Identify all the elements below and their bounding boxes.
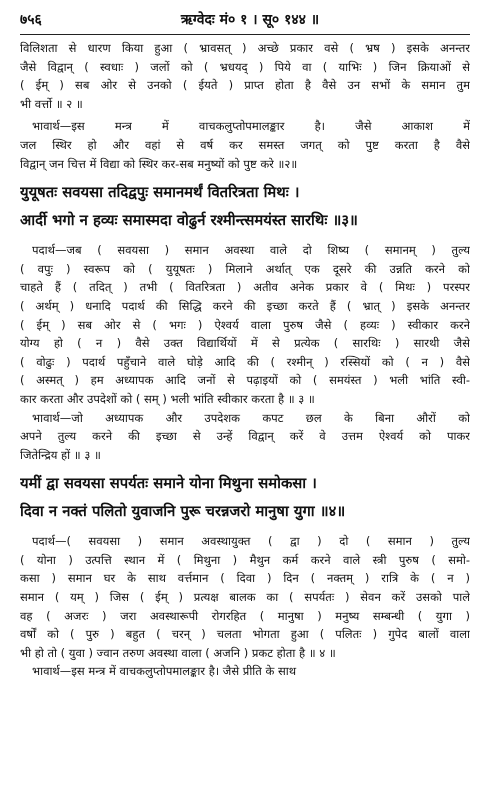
bhavartha-4 (20, 662, 470, 681)
text-line: ( वोढुः ) पदार्थ पहुँचाने वाले घोड़े आदि की ( रश्मीन् ) रस्सियों को ( न ) वैसे (20, 354, 470, 369)
text-line: वर्षों को ( पुरु ) बहुत ( चरन् ) चलता भोगता हुआ ( पलितः ) गुपेद बालों वाला (20, 627, 470, 642)
text-line: ( ईम् ) सब ओर से उनको ( ईयते ) प्राप्त होता है वैसे उन सभों के समान तुम (20, 78, 470, 93)
mantra-4 (20, 470, 470, 526)
padartha-3 (20, 241, 470, 408)
text-line: विद्वान् जन चित्त में विद्या को स्थिर कर-सब मनुष्यों को पुष्ट करे ॥२॥ (20, 156, 298, 171)
text-line: भी हो तो ( युवा ) ज्वान तरुण अवस्था वाला ( अजनि ) प्रकट होता है ॥ ४ ॥ (20, 645, 336, 660)
text-line: ( अर्थम् ) धनादि पदार्थ की सिद्धि करने की इच्छा करते हैं ( भ्रात् ) इसके अनन्तर (20, 298, 470, 313)
text-line: जल स्थिर हो और वहां से वर्ष कर समस्त जगत् को पुष्ट करता है वैसे (20, 137, 470, 152)
mantra-line: युयूषतः सवयसा तदिद्वपुः समानमर्थं वितरित्रता मिथः । (20, 184, 300, 202)
mantra-3 (20, 179, 470, 235)
padartha-4 (20, 532, 470, 662)
text-line: ( योना ) उत्पत्ति स्थान में ( मिथुना ) मैथुन कर्म करने वाले स्त्री पुरुष ( समो- (20, 552, 470, 567)
text-line: ( अस्मत् ) हम अध्यापक आदि जनों से पढ़ाइयों को ( समयंस्त ) भली भांति स्वी- (20, 373, 470, 388)
mantra-line: आर्दी भगो न हव्यः समास्मदा वोढुर्न रश्मीन्त्समयंस्त सारथिः ॥३॥ (20, 212, 358, 230)
mantra-line: दिवा न नक्तं पलितो युवाजनि पुरू चरन्नजरो मानुषा युगा ॥४॥ (20, 503, 346, 521)
text-line: पदार्थ—जब ( सवयसा ) समान अवस्था वाले दो शिष्य ( समानम् ) तुल्य (32, 243, 470, 258)
text-line: भी वर्त्तो ॥ २ ॥ (20, 96, 83, 111)
text-line: पदार्थ—( सवयसा ) समान अवस्थायुक्त ( द्वा ) दो ( समान ) तुल्य (32, 534, 470, 549)
text-line: अपने तुल्य करने की इच्छा से उन्हें विद्वान् करें वे उत्तम ऐश्वर्य को पाकर (20, 429, 470, 444)
text-line: योग्य हो ( न ) वैसे उक्त विद्यार्थियों में से प्रत्येक ( सारथिः ) सारथी जैसे (20, 336, 470, 351)
text-line: कसा ) समान घर के साथ वर्त्तमान ( दिवा ) दिन ( नक्तम् ) रात्रि के ( न ) (20, 571, 470, 586)
text-line: चाहते हैं ( तदित् ) तभी ( वितरित्रता ) अतीव अनेक प्रकार वे ( मिथः ) परस्पर (20, 280, 470, 295)
running-title: ऋग्वेदः मं० १ । सू० १४४ ॥ (180, 12, 320, 28)
text-line: वह ( अजरः ) जरा अवस्थारूपी रोगरहित ( मानुषा ) मनुष्य सम्बन्धी ( युगा ) (20, 608, 470, 623)
text-line: भावार्थ—जो अध्यापक और उपदेशक कपट छल के बिना औरों को (32, 410, 470, 425)
text-line: कार करता और उपदेशों को ( सम् ) भली भांति स्वीकार करता है ॥ ३ ॥ (20, 391, 315, 406)
text-line: विलिशता से धारण किया हुआ ( भ्रावसत् ) अच्छे प्रकार वसे ( भ्रष ) इसके अनन्तर (20, 41, 470, 55)
page-header (20, 10, 470, 32)
text-line: भावार्थ—इस मन्त्र में वाचकलुप्तोपमालङ्कार है। जैसे आकाश में (32, 119, 470, 134)
text-line: ( वपुः ) स्वरूप को ( युयूषतः ) मिलाने अर्थात् एक दूसरे की उन्नति करने को (20, 261, 470, 276)
bhavartha-2 (20, 117, 470, 173)
mantra-line: यमीं द्वा सवयसा सपर्यतः समाने योना मिथुना समोकसा । (20, 475, 317, 493)
text-line: समान ( यम् ) जिस ( ईम् ) प्रत्यक्ष बालक का ( सपर्यतः ) सेवन करें उसको पाले (20, 590, 470, 605)
text-line: भावार्थ—इस मन्त्र में वाचकलुप्तोपमालङ्कार है। जैसे प्रीति के साथ (32, 664, 297, 679)
text-line: ( ईम् ) सब ओर से ( भगः ) ऐश्वर्य वाला पुरुष जैसे ( हव्यः ) स्वीकार करने (20, 317, 470, 332)
page-number: ७५६ (20, 12, 42, 28)
bhavartha-3 (20, 409, 470, 465)
header-rule (20, 34, 470, 35)
padartha-continuation (20, 39, 470, 113)
text-line: जितेन्द्रिय हों ॥ ३ ॥ (20, 447, 101, 462)
text-line: जैसे विद्वान् ( स्वधाः ) जलों को ( भ्रधयद् ) पिये वा ( याभिः ) जिन क्रियाओं से (20, 59, 470, 74)
